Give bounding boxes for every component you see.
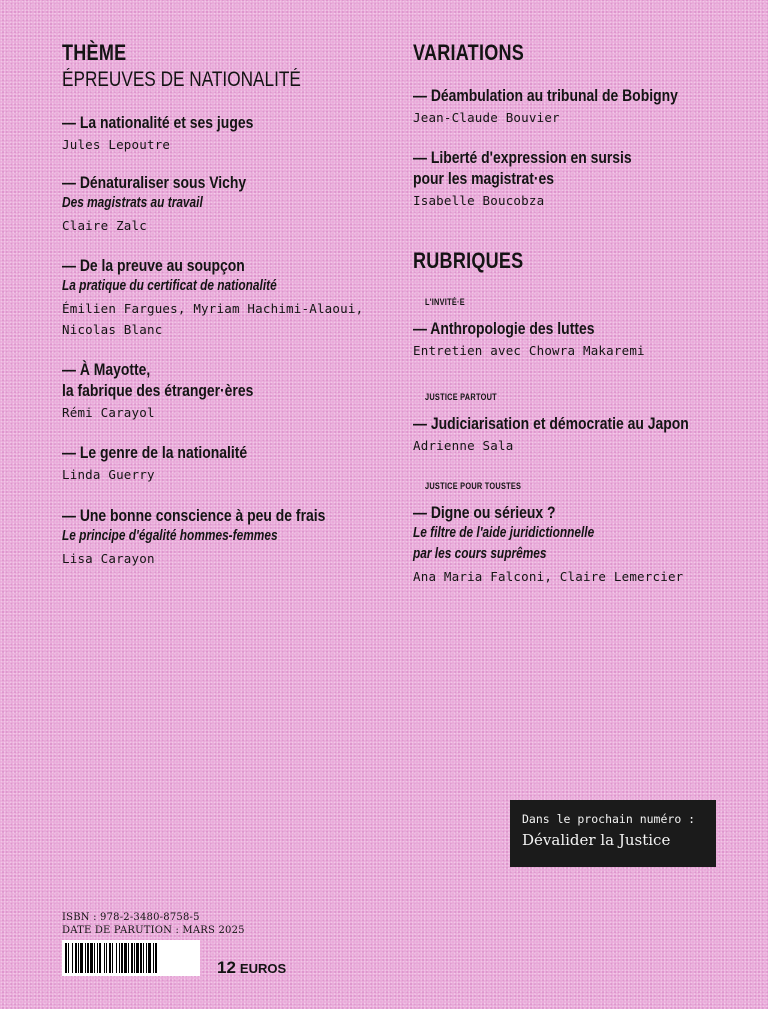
article-title: — Judiciarisation et démocratie au Japon [413, 414, 689, 433]
next-issue-box [510, 800, 716, 867]
price [217, 958, 286, 978]
article-good-conscience[interactable] [62, 505, 402, 569]
theme-title: ÉPREUVES DE NATIONALITÉ [62, 68, 301, 91]
barcode-bar [131, 943, 133, 973]
barcode-bar [106, 943, 107, 973]
article-title: — Une bonne conscience à peu de frais [62, 506, 326, 525]
barcode [62, 940, 200, 976]
isbn: ISBN : 978-2-3480-8758-5 [62, 912, 200, 923]
article-title: — La nationalité et ses juges [62, 113, 254, 132]
barcode-bar [72, 943, 73, 973]
barcode-bar [109, 943, 111, 973]
article-subtitle: La pratique du certificat de nationalité [62, 278, 277, 294]
article-worthy-serious[interactable] [413, 502, 753, 587]
article-author: Claire Zalc [62, 218, 147, 233]
article-title: — Déambulation au tribunal de Bobigny [413, 86, 678, 105]
next-issue-label: Dans le prochain numéro : [522, 812, 696, 826]
article-bobigny[interactable] [413, 85, 753, 128]
rubric-label: JUSTICE POUR TOUSTES [425, 481, 522, 491]
article-free-expression[interactable] [413, 147, 753, 211]
barcode-bar [146, 943, 147, 973]
price-currency: EUROS [239, 961, 287, 976]
article-proof-suspicion[interactable] [62, 255, 402, 340]
next-issue-title: Dévalider la Justice [522, 831, 671, 849]
article-title: — À Mayotte, la fabrique des étranger·ères [62, 360, 254, 400]
article-title: — Le genre de la nationalité [62, 443, 248, 462]
variations-label: VARIATIONS [413, 40, 525, 65]
article-gender-nationality[interactable] [62, 442, 402, 485]
barcode-bar [124, 943, 127, 973]
article-author: Adrienne Sala [413, 438, 514, 453]
rubriques-label: RUBRIQUES [413, 248, 524, 273]
barcode-bar [143, 943, 144, 973]
barcode-bar [155, 943, 157, 973]
barcode-bar [136, 943, 139, 973]
barcode-bar [90, 943, 93, 973]
barcode-bar [85, 943, 86, 973]
article-title: — Anthropologie des luttes [413, 319, 595, 338]
publication-date: DATE DE PARUTION : MARS 2025 [62, 925, 245, 936]
barcode-bar [87, 943, 89, 973]
barcode-bar [148, 943, 151, 973]
article-denaturalization-vichy[interactable] [62, 172, 402, 236]
article-subtitle: Des magistrats au travail [62, 195, 203, 211]
barcode-bar [104, 943, 105, 973]
article-title: — De la preuve au soupçon [62, 256, 245, 275]
barcode-bar [153, 943, 154, 973]
article-author: Jean-Claude Bouvier [413, 110, 560, 125]
price-amount: 12 [217, 958, 236, 977]
barcode-bar [99, 943, 101, 973]
article-author: Isabelle Boucobza [413, 193, 545, 208]
barcode-bar [134, 943, 135, 973]
article-author: Ana Maria Falconi, Claire Lemercier [413, 569, 684, 584]
article-author: Rémi Carayol [62, 405, 155, 420]
article-title: — Dénaturaliser sous Vichy [62, 173, 247, 192]
article-title: — Liberté d'expression en sursis pour les magistrat·es [413, 148, 632, 188]
article-nationality-judges[interactable] [62, 112, 402, 155]
article-author: Émilien Fargues, Myriam Hachimi-Alaoui, Nicolas Blanc [62, 301, 364, 337]
barcode-bar [119, 943, 120, 973]
article-author: Entretien avec Chowra Makaremi [413, 343, 645, 358]
article-mayotte[interactable] [62, 359, 402, 423]
barcode-bar [97, 943, 98, 973]
article-title: — Digne ou sérieux ? [413, 503, 556, 522]
article-author: Jules Lepoutre [62, 137, 171, 152]
rubric-label: L'INVITÉ·E [425, 297, 465, 307]
barcode-bar [80, 943, 83, 973]
article-subtitle: Le filtre de l'aide juridictionnelle par les cours suprêmes [413, 525, 595, 562]
barcode-bar [112, 943, 113, 973]
article-anthropology-struggles[interactable] [413, 318, 753, 361]
theme-label: THÈME [62, 40, 127, 65]
barcode-bar [121, 943, 123, 973]
article-author: Linda Guerry [62, 467, 155, 482]
barcode-bar [116, 943, 117, 973]
article-author: Lisa Carayon [62, 551, 155, 566]
barcode-bar [128, 943, 129, 973]
article-subtitle: Le principe d'égalité hommes-femmes [62, 528, 278, 544]
barcode-bar [68, 943, 69, 973]
barcode-bar [78, 943, 79, 973]
barcode-bar [94, 943, 95, 973]
barcode-bar [65, 943, 67, 973]
barcode-bar [140, 943, 142, 973]
article-japan-judicialization[interactable] [413, 413, 753, 456]
barcode-bar [75, 943, 77, 973]
rubric-label: JUSTICE PARTOUT [425, 392, 497, 402]
